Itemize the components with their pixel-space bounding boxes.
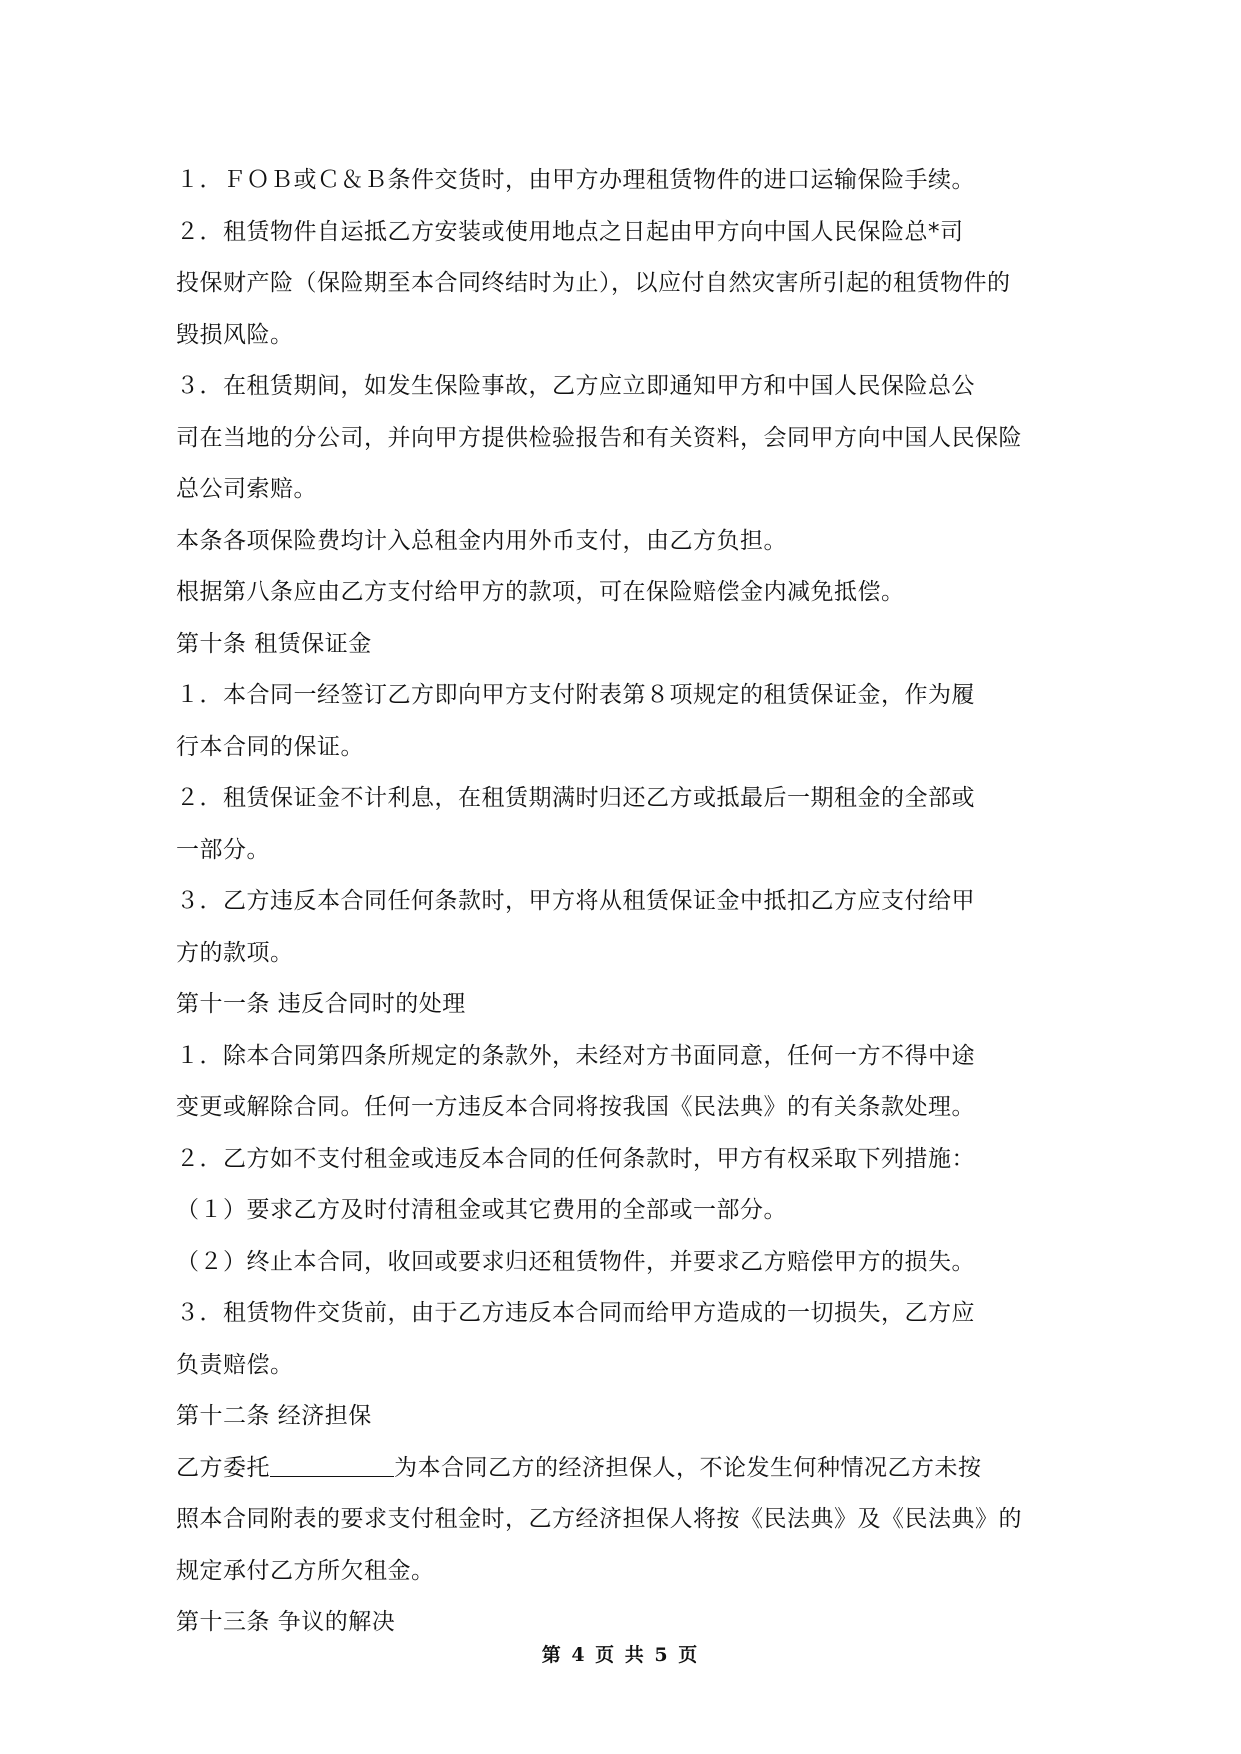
paragraph-line: 司在当地的分公司，并向甲方提供检验报告和有关资料，会同甲方向中国人民保险 [176,424,1022,451]
section-heading: 第十一条 违反合同时的处理 [176,991,466,1017]
paragraph-line: ３．乙方违反本合同任何条款时，甲方将从租赁保证金中抵扣乙方应支付给甲 [176,888,975,914]
section-heading: 第十三条 争议的解决 [176,1609,396,1635]
paragraph-line: １．ＦＯＢ或Ｃ＆Ｂ条件交货时，由甲方办理租赁物件的进口运输保险手续。 [176,167,975,193]
paragraph-line: 总公司索赔。 [176,476,317,502]
guarantee-line [176,1443,1096,1495]
paragraph-line: 行本合同的保证。 [176,733,364,760]
paragraph-line: （１）要求乙方及时付清租金或其它费用的全部或一部分。 [176,1197,787,1223]
paragraph-line: 规定承付乙方所欠租金。 [176,1557,435,1584]
paragraph-line: 方的款项。 [176,939,294,966]
page-number-footer: 第 4 页 共 5 页 [541,1644,700,1666]
paragraph-line: １．除本合同第四条所规定的条款外，未经对方书面同意，任何一方不得中途 [176,1042,975,1069]
paragraph-line: ３．租赁物件交货前，由于乙方违反本合同而给甲方造成的一切损失，乙方应 [176,1300,975,1326]
paragraph-line: 变更或解除合同。任何一方违反本合同将按我国《民法典》的有关条款处理。 [176,1094,975,1120]
guarantor-blank-field[interactable] [270,1454,394,1477]
document-body [176,155,1096,1649]
section-heading: 第十二条 经济担保 [176,1403,372,1429]
paragraph-line: 本条各项保险费均计入总租金内用外币支付，由乙方负担。 [176,527,787,554]
paragraph-line: 一部分。 [176,836,270,863]
paragraph-line: 毁损风险。 [176,321,294,348]
guarantee-prefix: 乙方委托 [176,1454,270,1481]
paragraph-line: １．本合同一经签订乙方即向甲方支付附表第８项规定的租赁保证金，作为履 [176,682,975,708]
paragraph-line: 负责赔偿。 [176,1351,294,1378]
guarantee-suffix: 为本合同乙方的经济担保人，不论发生何种情况乙方未按 [394,1454,982,1481]
section-heading: 第十条 租赁保证金 [176,630,372,657]
paragraph-line: ２．乙方如不支付租金或违反本合同的任何条款时，甲方有权采取下列措施： [176,1145,975,1172]
paragraph-line: 根据第八条应由乙方支付给甲方的款项，可在保险赔偿金内减免抵偿。 [176,579,905,605]
paragraph-line: 照本合同附表的要求支付租金时，乙方经济担保人将按《民法典》及《民法典》的 [176,1506,1022,1532]
paragraph-line: ２．租赁保证金不计利息，在租赁期满时归还乙方或抵最后一期租金的全部或 [176,785,975,811]
paragraph-line: ３．在租赁期间，如发生保险事故，乙方应立即通知甲方和中国人民保险总公 [176,373,975,399]
paragraph-line: （２）终止本合同，收回或要求归还租赁物件，并要求乙方赔偿甲方的损失。 [176,1248,975,1275]
paragraph-line: 投保财产险（保险期至本合同终结时为止），以应付自然灾害所引起的租赁物件的 [176,270,1011,296]
paragraph-line: ２．租赁物件自运抵乙方安装或使用地点之日起由甲方向中国人民保险总*司 [176,218,964,245]
